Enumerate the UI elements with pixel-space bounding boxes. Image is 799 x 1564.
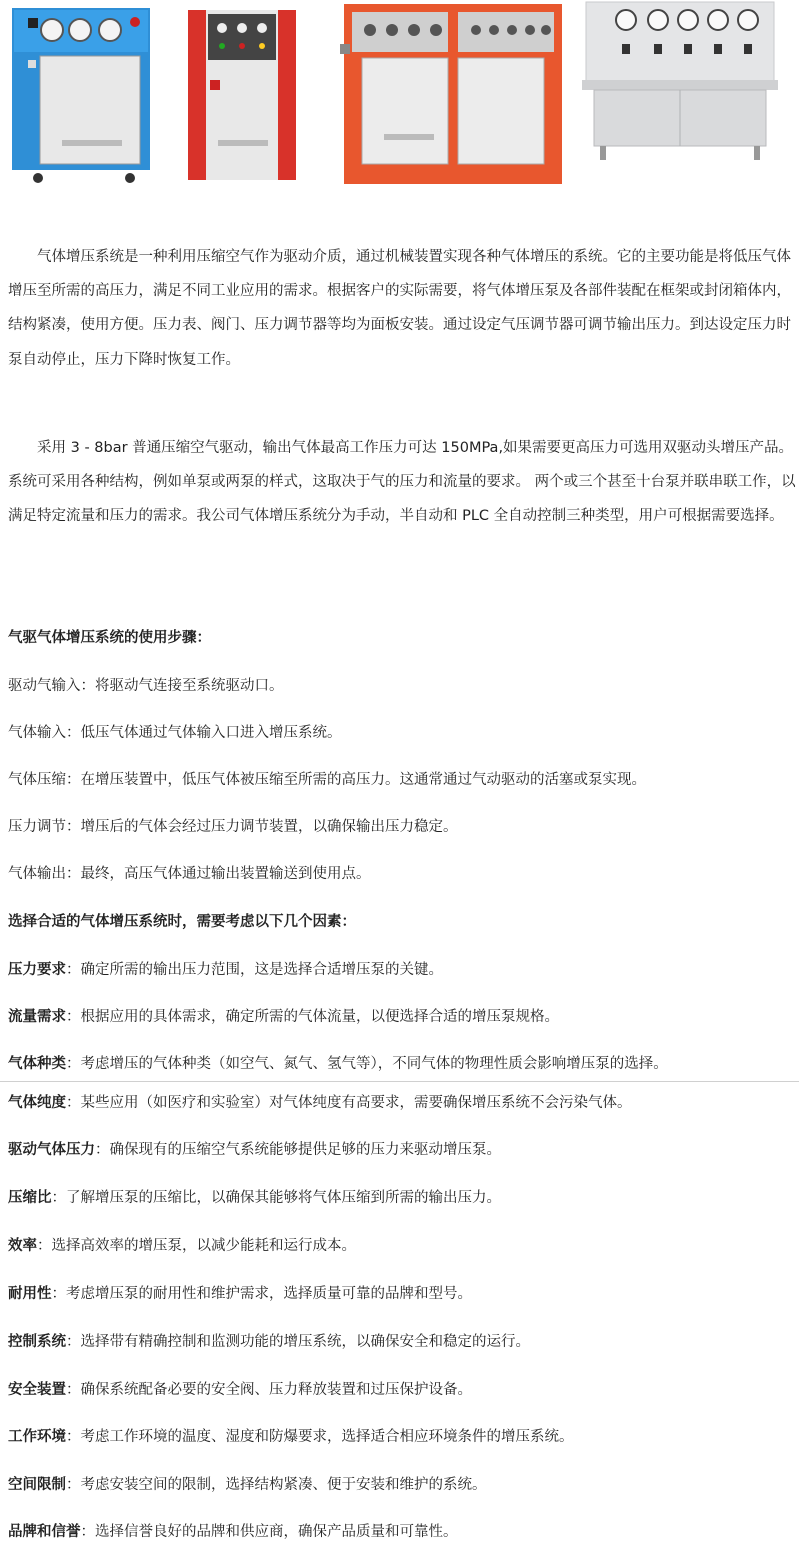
factor-item [8,1425,798,1446]
red-booster-cabinet-photo [182,0,302,190]
factor-text: ：确保系统配备必要的安全阀、压力释放装置和过压保护设备。 [66,1382,472,1398]
factor-text: ：确保现有的压缩空气系统能够提供足够的压力来驱动增压泵。 [95,1142,501,1158]
factor-term: 气体纯度 [8,1095,66,1111]
intro-paragraph-2: 采用 3 - 8bar 普通压缩空气驱动，输出气体最高工作压力可达 150MPa,如果需要更高压力可选用双驱动头增压产品。系统可采用各种结构，例如单泵或两泵的样式，这取决于气的压力和流量的要求。 两个或三个甚至十台泵并联串联工作，以满足特定流量和压力的需求。我公司气体增压系统分为手动，半自动和 PLC 全自动控制三种类型，用户可根据需要选择。 [8,440,796,525]
step-item: 气体输出：最终，高压气体通过输出装置输送到使用点。 [8,866,371,882]
factor-term: 安全装置 [8,1382,66,1398]
factor-item [8,1186,798,1207]
factor-text: ：考虑增压泵的耐用性和维护需求，选择质量可靠的品牌和型号。 [51,1286,472,1302]
orange-booster-cabinet-photo [340,0,565,190]
section-divider [0,1081,799,1082]
factor-item [8,1005,798,1026]
factor-item [8,958,798,979]
factor-item [8,1091,798,1112]
factor-term: 气体种类 [8,1056,66,1072]
factor-item [8,1234,798,1255]
blue-booster-cabinet-photo [0,0,160,190]
factor-term: 压缩比 [8,1190,52,1206]
factor-term: 效率 [8,1238,37,1254]
factor-text: ：根据应用的具体需求，确定所需的气体流量，以便选择合适的增压泵规格。 [66,1009,559,1025]
factor-text: ：了解增压泵的压缩比，以确保其能够将气体压缩到所需的输出压力。 [51,1190,501,1206]
factor-term: 控制系统 [8,1334,66,1350]
factor-item [8,1138,798,1159]
factor-term: 工作环境 [8,1429,66,1445]
factor-item [8,1520,798,1541]
factor-text: ：选择带有精确控制和监测功能的增压系统，以确保安全和稳定的运行。 [66,1334,530,1350]
factor-item [8,1282,798,1303]
factor-text: ：考虑安装空间的限制，选择结构紧凑、便于安装和维护的系统。 [66,1477,487,1493]
factor-item [8,1378,798,1399]
factor-text: ：选择信誉良好的品牌和供应商，确保产品质量和可靠性。 [80,1524,458,1540]
intro-paragraph-1: 气体增压系统是一种利用压缩空气作为驱动介质，通过机械装置实现各种气体增压的系统。它的主要功能是将低压气体增压至所需的高压力，满足不同工业应用的需求。根据客户的实际需要，将气体增压泵及各部件装配在框架或封闭箱体内，结构紧凑，使用方便。压力表、阀门、压力调节器等均为面板安装。通过设定气压调节器可调节输出压力。到达设定压力时泵自动停止，压力下降时恢复工作。 [8,249,791,368]
product-photos [0,0,799,190]
factor-text: ：确定所需的输出压力范围，这是选择合适增压泵的关键。 [66,962,443,978]
factor-term: 压力要求 [8,962,66,978]
factor-item [8,1052,798,1073]
factor-item [8,1330,798,1351]
step-item: 气体输入：低压气体通过气体输入口进入增压系统。 [8,725,342,741]
step-item: 压力调节：增压后的气体会经过压力调节装置，以确保输出压力稳定。 [8,819,458,835]
factor-text: ：考虑工作环境的温度、湿度和防爆要求，选择适合相应环境条件的增压系统。 [66,1429,574,1445]
step-item: 驱动气输入：将驱动气连接至系统驱动口。 [8,678,284,694]
step-item: 气体压缩：在增压装置中，低压气体被压缩至所需的高压力。这通常通过气动驱动的活塞或泵实现。 [8,772,646,788]
factor-item [8,1473,798,1494]
steps-heading: 气驱气体增压系统的使用步骤： [8,630,211,646]
factor-term: 流量需求 [8,1009,66,1025]
factor-term: 品牌和信誉 [8,1524,81,1540]
factor-term: 空间限制 [8,1477,66,1493]
factor-text: ：考虑增压的气体种类（如空气、氮气、氢气等），不同气体的物理性质会影响增压泵的选择。 [66,1056,668,1072]
gray-test-bench-photo [580,0,780,190]
factor-text: ：某些应用（如医疗和实验室）对气体纯度有高要求，需要确保增压系统不会污染气体。 [66,1095,632,1111]
factor-text: ：选择高效率的增压泵，以减少能耗和运行成本。 [37,1238,356,1254]
factor-term: 驱动气体压力 [8,1142,95,1158]
factors-heading: 选择合适的气体增压系统时，需要考虑以下几个因素： [8,914,356,930]
factor-term: 耐用性 [8,1286,52,1302]
